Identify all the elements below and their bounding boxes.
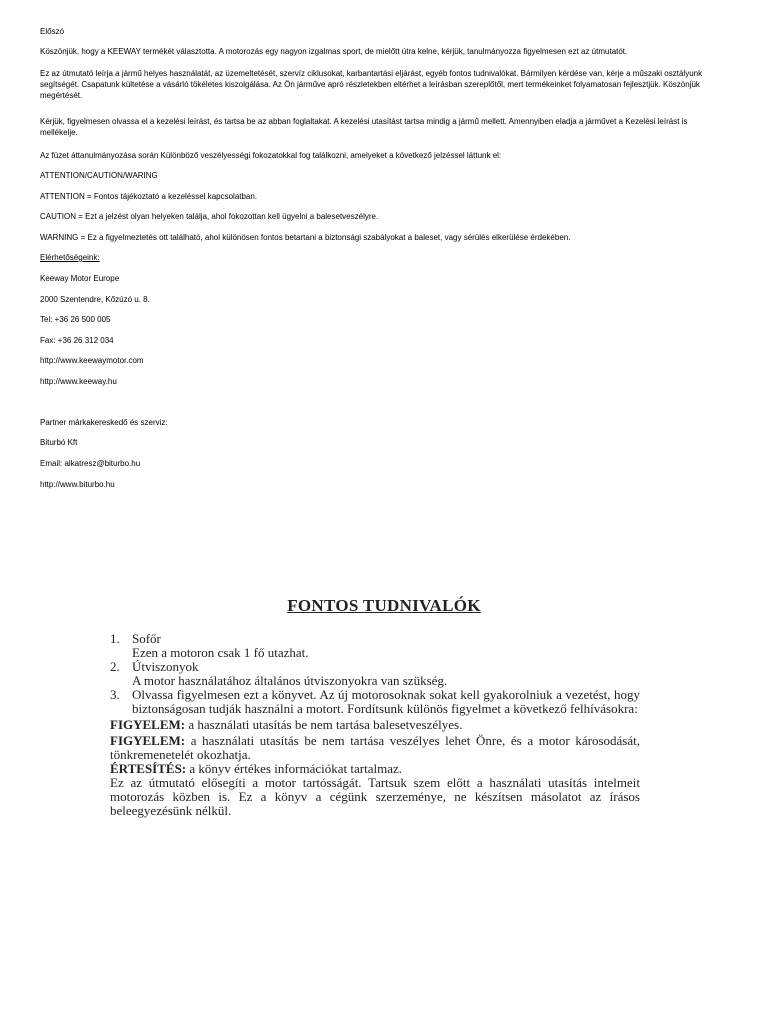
list-item: [110, 632, 640, 660]
list-item-number: 2.: [110, 659, 120, 674]
preface-paragraph-2: Ez az útmutató leírja a jármű helyes használatát, az üzemeltetését, szervíz ciklusokat, karbantartási eljárást, egyéb fontos tudnivalókat. Bármilyen kérdése van, kérje a műszaki osztályunk segítségét. Csapatunk kültetése a vásárló tökéletes kiszolgálása. Az Ön járműve apró részletekben eltérhet a leírásban szereplőtől, mert termékeinket folyamatosan fejlesztjük. Köszönjük megértését.: [40, 69, 703, 100]
list-item: [110, 660, 640, 688]
attention-definition: ATTENTION = Fontos tájékoztató a kezeléssel kapcsolatban.: [40, 192, 258, 201]
list-item-body: Ezen a motoron csak 1 fő utazhat.: [132, 645, 309, 660]
caution-definition: CAUTION = Ezt a jelzést olyan helyeken találja, ahol fokozottan kell ügyelni a balesetveszélyre.: [40, 212, 379, 221]
list-item-head: Olvassa figyelmesen ezt a könyvet. Az új motorosoknak sokat kell gyakorolniuk a vezetést, hogy biztonságosan tudják használni a motort. Fordítsunk különös figyelmet a következő felhívásokra:: [132, 687, 640, 716]
note-label: ÉRTESÍTÉS:: [110, 761, 187, 776]
company-fax: Fax: +36 26 312 034: [40, 336, 114, 345]
company-url-1[interactable]: http://www.keewaymotor.com: [40, 356, 144, 365]
preface-paragraph-1: Köszönjük, hogy a KEEWAY termékét választotta. A motorozás egy nagyon izgalmas sport, de mielőtt útra kelne, kérjük, tanulmányozza figyelmesen ezt az útmutatót.: [40, 47, 628, 56]
warning-levels-line: ATTENTION/CAUTION/WARING: [40, 171, 158, 180]
list-item-head: Sofőr: [132, 631, 161, 646]
note-text: a használati utasítás be nem tartása veszélyes lehet Önre, és a motor károsodását, tönkremenetelét okozhatja.: [110, 733, 640, 762]
preface-title: Előszó: [40, 27, 65, 36]
note-line: [110, 762, 640, 776]
note-line: [110, 734, 640, 762]
list-item-number: 1.: [110, 631, 120, 646]
important-list: [110, 632, 640, 818]
note-label: FIGYELEM:: [110, 717, 186, 732]
preface-paragraph-3: Kérjük, figyelmesen olvassa el a kezelési leírást, és tartsa be az abban foglaltakat. A kezelési utasítást tartsa mindig a jármű mellett. Amennyiben eladja a járművet a Kezelési leírást is mellékelje.: [40, 117, 688, 137]
note-line: [110, 718, 640, 732]
note-text: a könyv értékes információkat tartalmaz.: [186, 761, 402, 776]
partner-email[interactable]: Email: alkatresz@biturbo.hu: [40, 459, 141, 468]
partner-url[interactable]: http://www.biturbo.hu: [40, 480, 115, 489]
contact-heading: Elérhetőségeink:: [40, 253, 100, 262]
company-phone: Tel: +36 26 500 005: [40, 315, 111, 324]
note-text: a használati utasítás be nem tartása balesetveszélyes.: [185, 717, 463, 732]
note-label: FIGYELEM:: [110, 733, 186, 748]
closing-paragraph: Ez az útmutató elősegíti a motor tartósságát. Tartsuk szem előtt a használati utasítás intelmeit motorozás közben is. Ez a könyv a cégünk szerzeménye, ne készítsen másolatot az írásos beleegyezésünk nélkül.: [110, 775, 640, 818]
list-item: [110, 688, 640, 716]
list-item-body: A motor használatához általános útviszonyokra van szükség.: [132, 673, 448, 688]
list-item-number: 3.: [110, 687, 120, 702]
warning-definition: WARNING = Ez a figyelmeztetés ott található, ahol különösen fontos betartani a biztonsági szabályokat a baleset, vagy sérülés elkerülése érdekében.: [40, 233, 571, 242]
list-item-head: Útviszonyok: [132, 659, 199, 674]
important-title: FONTOS TUDNIVALÓK: [287, 596, 481, 615]
company-name: Keeway Motor Europe: [40, 274, 120, 283]
company-url-2[interactable]: http://www.keeway.hu: [40, 377, 117, 386]
partner-heading: Partner márkakereskedő és szerviz:: [40, 418, 168, 427]
preface-paragraph-4: Az füzet áttanulmányozása során Különböző veszélyességi fokozatokkal fog találkozni, amelyeket a következő jelzéssel láttunk el:: [40, 151, 502, 160]
partner-name: Biturbó Kft: [40, 438, 78, 447]
company-address: 2000 Szentendre, Kőzúzó u. 8.: [40, 295, 150, 304]
